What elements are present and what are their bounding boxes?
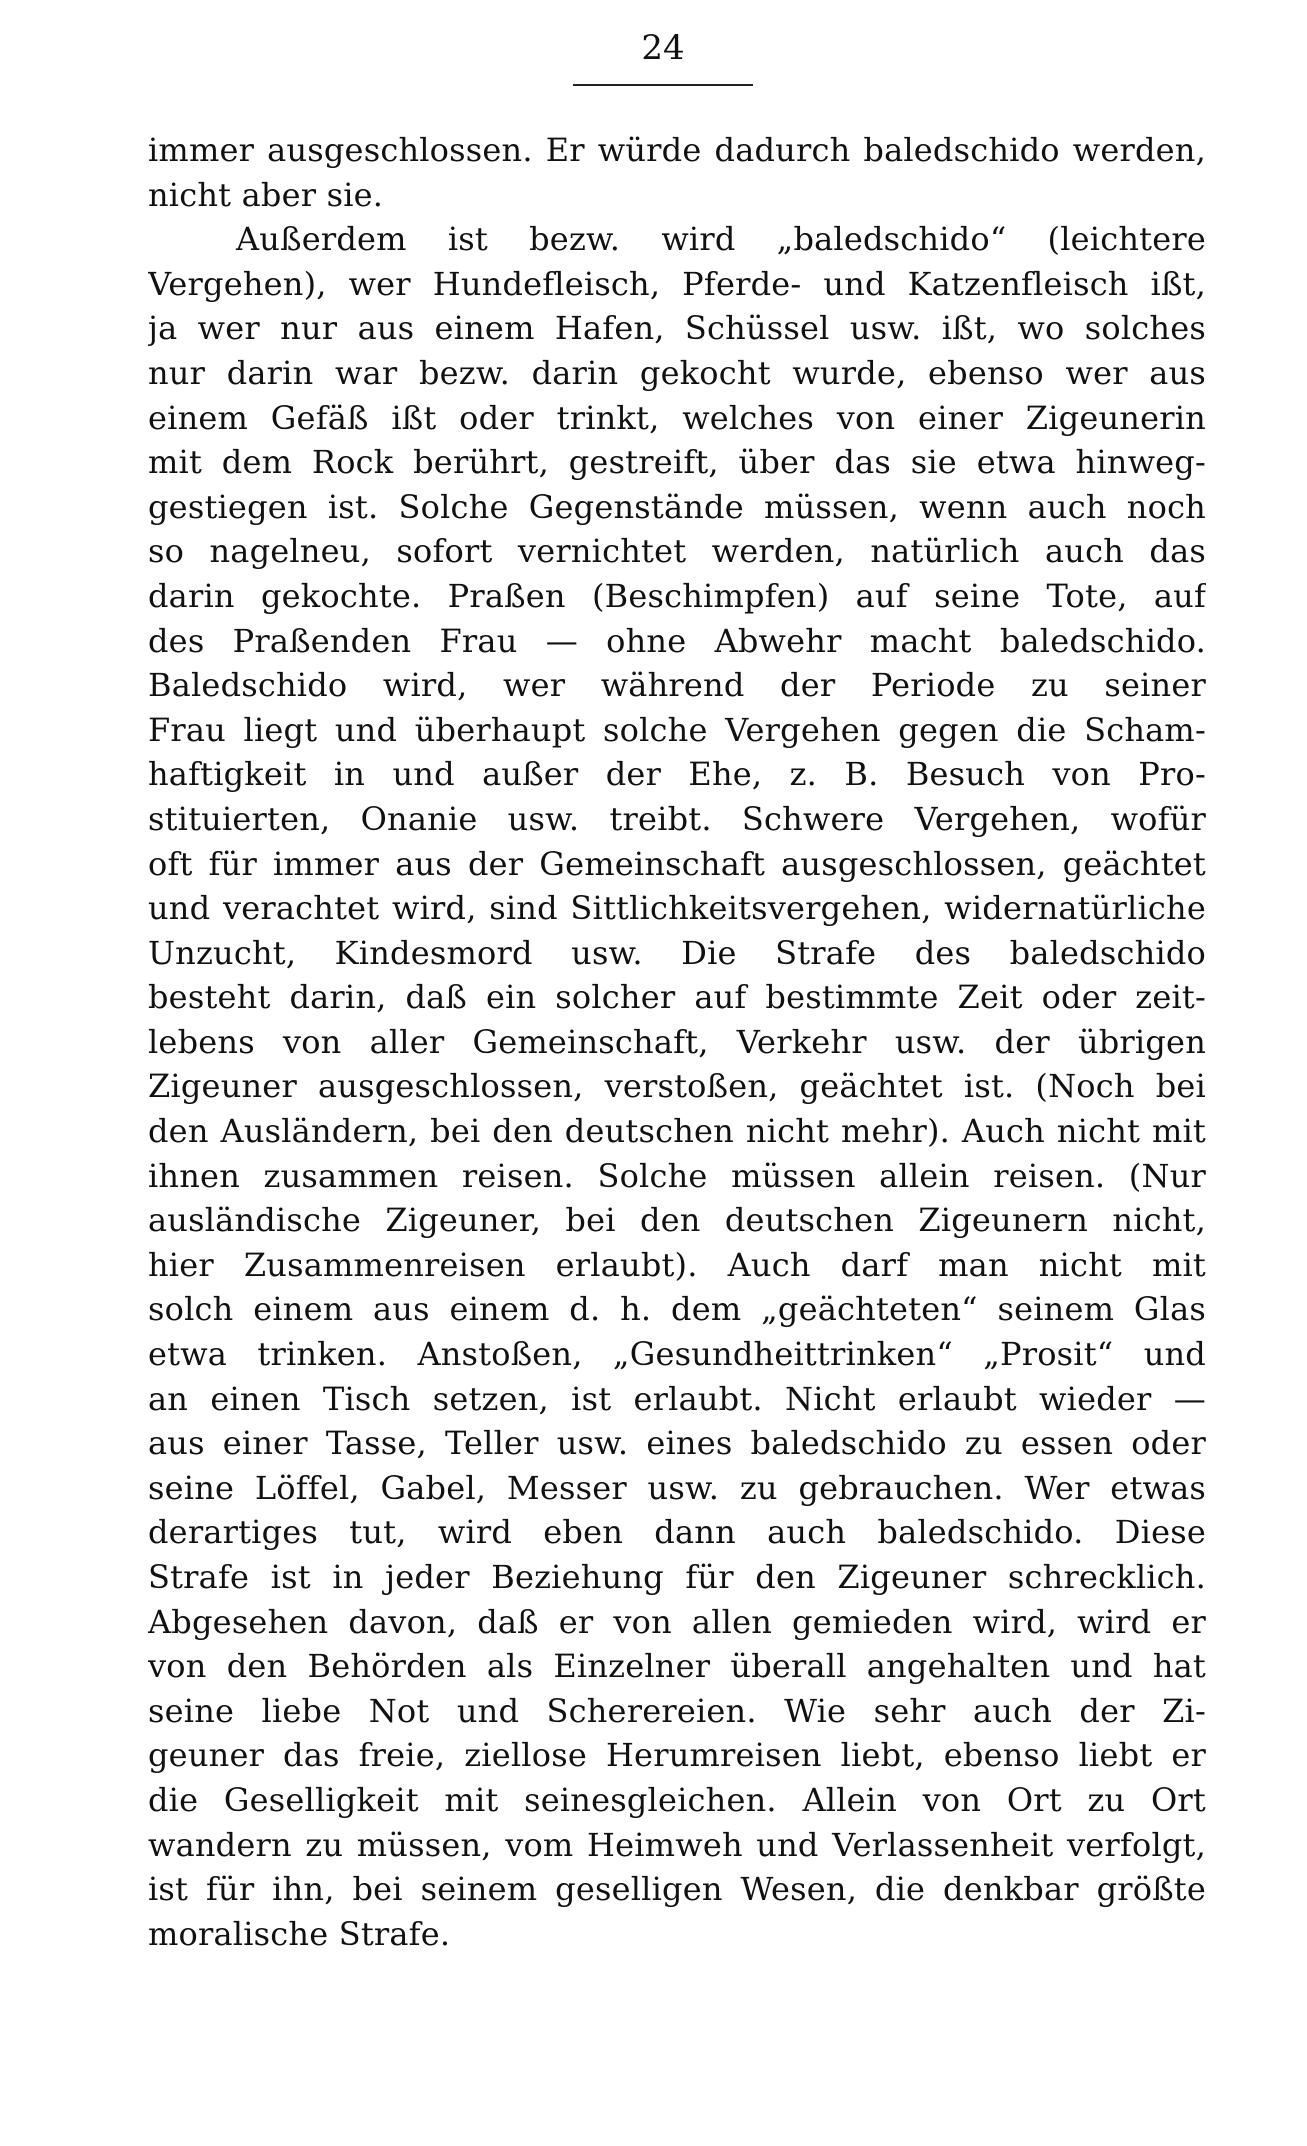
- text-line: haftigkeit in und außer der Ehe, z. B. Besuch von Pro-: [148, 755, 1206, 794]
- page-number-rule: [573, 84, 753, 86]
- text-line: stituierten, Onanie usw. treibt. Schwere Vergehen, wofür: [148, 799, 1206, 838]
- text-line: etwa trinken. Anstoßen, „Gesundheittrinken“ „Prosit“ und: [148, 1335, 1206, 1374]
- text-line: ja wer nur aus einem Hafen, Schüssel usw. ißt, wo solches: [148, 309, 1206, 348]
- text-line: Abgesehen davon, daß er von allen gemieden wird, wird er: [148, 1602, 1206, 1641]
- text-line: die Geselligkeit mit seinesgleichen. Allein von Ort zu Ort: [148, 1780, 1206, 1819]
- text-line: darin gekochte. Praßen (Beschimpfen) auf seine Tote, auf: [148, 576, 1206, 615]
- text-line: solch einem aus einem d. h. dem „geächteten“ seinem Glas: [148, 1290, 1206, 1329]
- text-line: an einen Tisch setzen, ist erlaubt. Nicht erlaubt wieder —: [148, 1379, 1206, 1418]
- text-line: seine Löffel, Gabel, Messer usw. zu gebrauchen. Wer etwas: [148, 1468, 1206, 1507]
- text-line: Frau liegt und überhaupt solche Vergehen gegen die Scham-: [148, 710, 1206, 749]
- text-line: nur darin war bezw. darin gekocht wurde, ebenso wer aus: [148, 353, 1206, 392]
- text-line: von den Behörden als Einzelner überall angehalten und hat: [148, 1647, 1206, 1686]
- text-line: oft für immer aus der Gemeinschaft ausgeschlossen, geächtet: [148, 844, 1206, 883]
- text-line: des Praßenden Frau — ohne Abwehr macht baledschido.: [148, 621, 1206, 660]
- text-line: gestiegen ist. Solche Gegenstände müssen, wenn auch noch: [148, 487, 1206, 526]
- text-line: den Ausländern, bei den deutschen nicht mehr). Auch nicht mit: [148, 1112, 1206, 1151]
- body-text: [148, 128, 1206, 1956]
- text-line: wandern zu müssen, vom Heimweh und Verlassenheit verfolgt,: [148, 1825, 1206, 1864]
- text-line: Zigeuner ausgeschlossen, verstoßen, geächtet ist. (Noch bei: [148, 1067, 1206, 1106]
- text-line: hier Zusammenreisen erlaubt). Auch darf man nicht mit: [148, 1245, 1206, 1284]
- text-line: nicht aber sie.: [148, 175, 384, 214]
- text-line: Strafe ist in jeder Beziehung für den Zigeuner schrecklich.: [148, 1558, 1206, 1596]
- text-line: einem Gefäß ißt oder trinkt, welches von einer Zigeunerin: [148, 398, 1206, 437]
- text-line: ihnen zusammen reisen. Solche müssen allein reisen. (Nur: [148, 1156, 1206, 1195]
- text-line: besteht darin, daß ein solcher auf bestimmte Zeit oder zeit-: [148, 978, 1206, 1017]
- text-line: ausländische Zigeuner, bei den deutschen Zigeunern nicht,: [148, 1201, 1206, 1240]
- text-line: Außerdem ist bezw. wird „baledschido“ (leichtere: [236, 220, 1206, 259]
- text-line: Baledschido wird, wer während der Periode zu seiner: [148, 666, 1206, 705]
- text-line: und verachtet wird, sind Sittlichkeitsvergehen, widernatürliche: [148, 889, 1206, 928]
- text-line: moralische Strafe.: [148, 1914, 451, 1953]
- page-number: 24: [641, 28, 685, 68]
- text-line: Vergehen), wer Hundefleisch, Pferde- und Katzenfleisch ißt,: [148, 264, 1206, 303]
- text-line: so nagelneu, sofort vernichtet werden, natürlich auch das: [148, 532, 1206, 571]
- text-line: seine liebe Not und Scherereien. Wie sehr auch der Zi-: [148, 1691, 1206, 1730]
- text-line: derartiges tut, wird eben dann auch baledschido. Diese: [148, 1513, 1206, 1552]
- text-line: Unzucht, Kindesmord usw. Die Strafe des baledschido: [148, 933, 1206, 972]
- text-line: lebens von aller Gemeinschaft, Verkehr usw. der übrigen: [148, 1022, 1206, 1061]
- text-line: aus einer Tasse, Teller usw. eines baledschido zu essen oder: [148, 1424, 1206, 1463]
- text-line: ist für ihn, bei seinem geselligen Wesen, die denkbar größte: [148, 1870, 1206, 1909]
- text-line: mit dem Rock berührt, gestreift, über das sie etwa hinweg-: [148, 443, 1206, 482]
- text-line: immer ausgeschlossen. Er würde dadurch baledschido werden,: [148, 131, 1206, 169]
- text-line: geuner das freie, ziellose Herumreisen liebt, ebenso liebt er: [148, 1736, 1206, 1775]
